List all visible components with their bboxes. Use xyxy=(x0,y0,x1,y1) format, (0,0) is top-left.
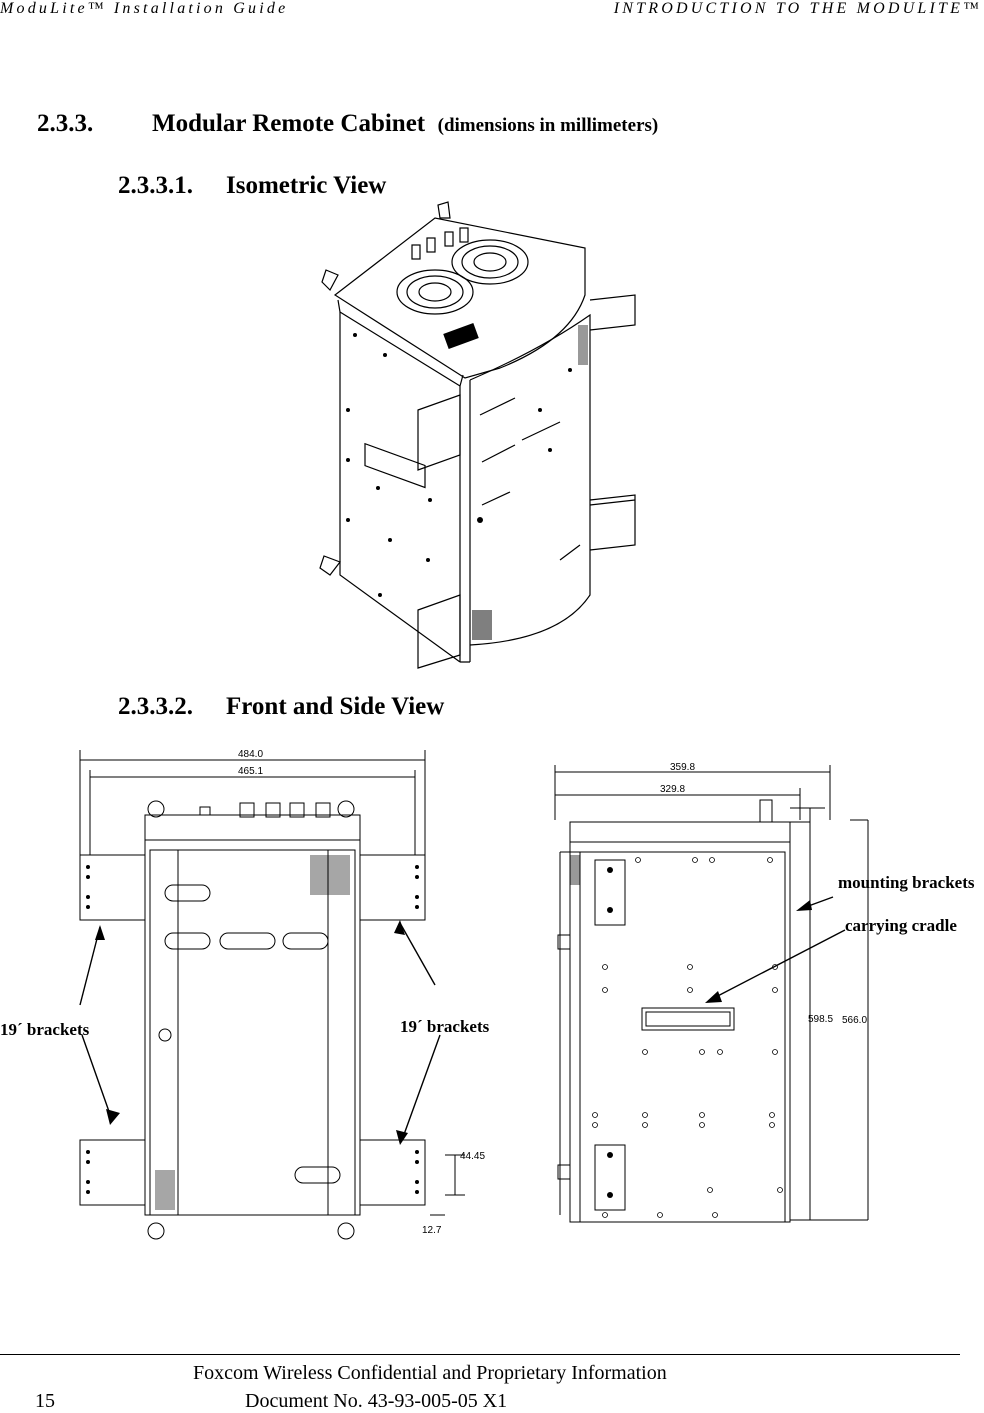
section-number: 2.3.3. xyxy=(37,110,94,137)
isometric-view-drawing xyxy=(300,200,640,670)
subsection-number: 2.3.3.2. xyxy=(118,693,193,720)
callout-mounting-brackets: mounting brackets xyxy=(838,873,975,892)
side-view-drawing xyxy=(550,760,870,1250)
footer-confidentiality: Foxcom Wireless Confidential and Proprietary Information xyxy=(193,1362,667,1384)
dim-depth-outer: 359.8 xyxy=(670,762,696,773)
running-header-left: ModuLite™ Installation Guide xyxy=(0,0,289,17)
dim-inner-width: 465.1 xyxy=(238,766,264,777)
page-number: 15 xyxy=(35,1390,55,1412)
dim-height-outer: 566.0 xyxy=(842,1015,868,1026)
subsection-heading-front-side xyxy=(118,693,444,721)
front-view-drawing xyxy=(70,735,510,1250)
dim-depth-inner: 329.8 xyxy=(660,784,686,795)
callout-19-brackets-right: 19´ brackets xyxy=(400,1017,490,1036)
dim-hole-spacing: 44.45 xyxy=(460,1151,486,1162)
subsection-title: Isometric View xyxy=(226,172,387,199)
callout-19-brackets-left: 19´ brackets xyxy=(0,1020,90,1039)
dim-outer-width: 484.0 xyxy=(238,749,264,760)
callout-carrying-cradle: carrying cradle xyxy=(845,916,957,935)
footer-divider xyxy=(0,1354,960,1355)
section-heading xyxy=(37,110,658,138)
dim-hole-offset: 12.7 xyxy=(422,1225,442,1236)
dim-height-inner: 598.5 xyxy=(808,1014,834,1025)
footer-document-number: Document No. 43-93-005-05 X1 xyxy=(245,1390,508,1412)
subsection-number: 2.3.3.1. xyxy=(118,172,193,199)
subsection-heading-isometric xyxy=(118,172,386,200)
running-header-right: INTRODUCTION TO THE MODULITE™ xyxy=(613,0,982,17)
section-subtitle: (dimensions in millimeters) xyxy=(437,115,659,136)
subsection-title: Front and Side View xyxy=(226,693,445,720)
section-title: Modular Remote Cabinet xyxy=(152,110,426,137)
